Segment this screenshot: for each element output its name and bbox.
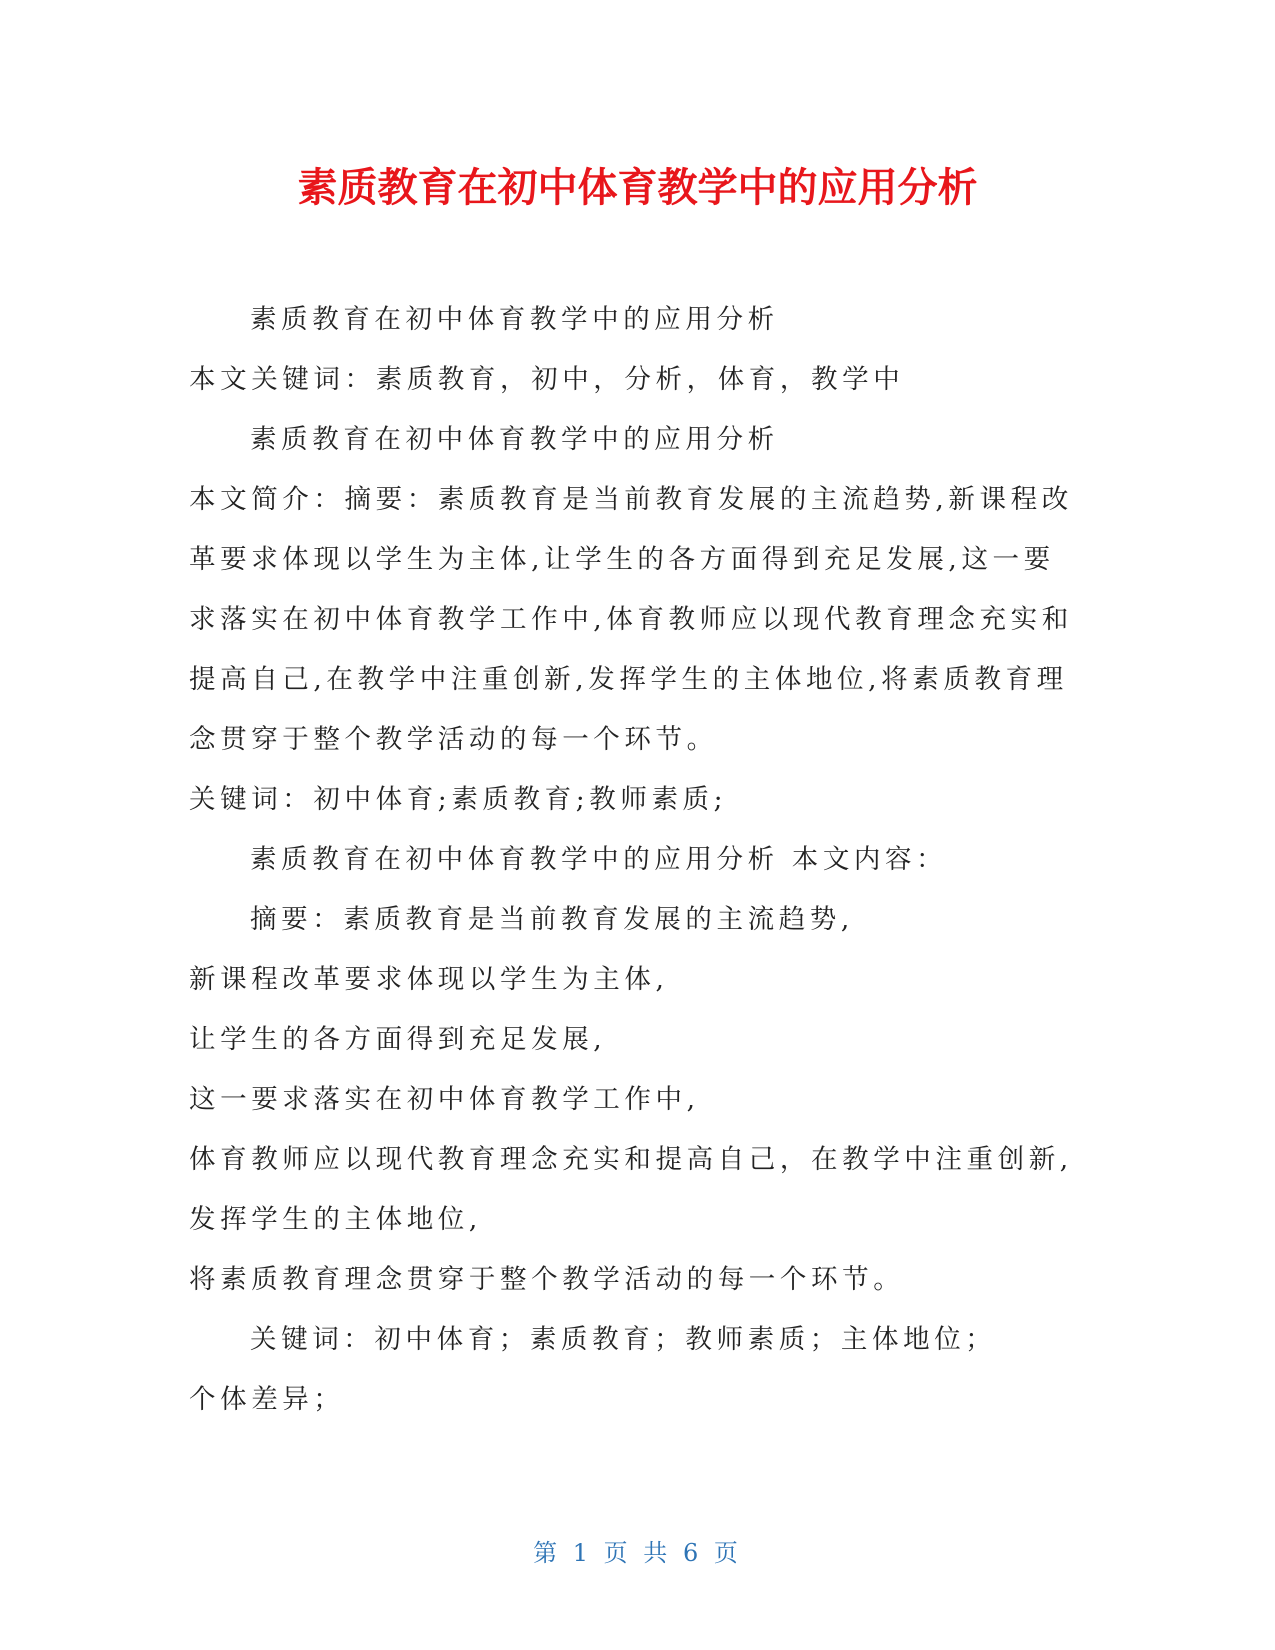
body-line: 发挥学生的主体地位, <box>189 1204 482 1235</box>
body-line: 念贯穿于整个教学活动的每一个环节。 <box>189 724 718 755</box>
document-body <box>189 290 1089 1430</box>
document-title: 素质教育在初中体育教学中的应用分析 <box>297 165 978 211</box>
body-line: 让学生的各方面得到充足发展, <box>189 1024 607 1055</box>
body-line: 素质教育在初中体育教学中的应用分析 <box>250 304 779 335</box>
body-line: 摘要：素质教育是当前教育发展的主流趋势, <box>250 904 854 935</box>
body-line: 素质教育在初中体育教学中的应用分析 本文内容： <box>250 844 948 875</box>
body-line: 体育教师应以现代教育理念充实和提高自己，在教学中注重创新, <box>189 1144 1073 1175</box>
body-line: 这一要求落实在初中体育教学工作中, <box>189 1084 700 1115</box>
body-line: 关键词：初中体育；素质教育；教师素质；主体地位； <box>250 1324 997 1355</box>
body-line: 本文简介：摘要：素质教育是当前教育发展的主流趋势,新课程改 <box>189 484 1073 515</box>
body-line: 将素质教育理念贯穿于整个教学活动的每一个环节。 <box>189 1264 905 1295</box>
body-line: 革要求体现以学生为主体,让学生的各方面得到充足发展,这一要 <box>189 544 1055 575</box>
body-line: 求落实在初中体育教学工作中,体育教师应以现代教育理念充实和 <box>189 604 1073 635</box>
body-line: 提高自己,在教学中注重创新,发挥学生的主体地位,将素质教育理 <box>189 664 1068 695</box>
body-line: 素质教育在初中体育教学中的应用分析 <box>250 424 779 455</box>
body-line: 关键词：初中体育;素质教育;教师素质; <box>189 784 728 815</box>
body-line: 本文关键词：素质教育，初中，分析，体育，教学中 <box>189 364 905 395</box>
body-line: 个体差异； <box>189 1384 345 1415</box>
page-number-footer: 第 1 页 共 6 页 <box>533 1539 742 1567</box>
body-line: 新课程改革要求体现以学生为主体, <box>189 964 669 995</box>
